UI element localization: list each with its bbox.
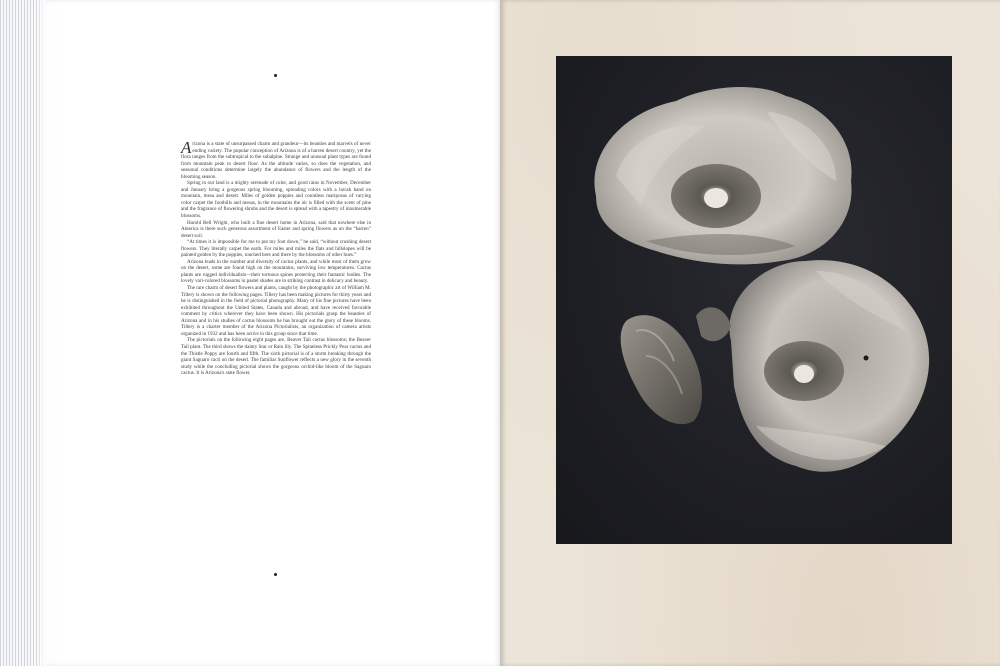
paragraph-5: Arizona leads in the number and diversity of cactus plants, and while most of them grow on the desert, some are found high on the mountains, surviving low temperatures. Cactus plants are rugged individualists—their tortuous spines protecting their fantastic bodies. The lovely vari-colored blossoms in pastel shades are in striking contrast in delicacy and beauty. [181, 258, 371, 285]
upper-blossom [594, 87, 851, 264]
paragraph-1 [181, 138, 371, 180]
page-edges [0, 0, 46, 666]
article-text [181, 138, 371, 377]
cactus-blossom-photograph [556, 56, 952, 544]
paragraph-1-text: rizona is a state of unsurpassed charm and grandeur—its beauties and marvels of never ending variety. The popular conception of Arizona is of a barren desert country, yet the flora ranges from the subtropical to the subalpine. Strange and unusual plant types are found from mountain peak to desert floor. As the altitude varies, so does the vegetation, and seasonal conditions determine largely the abundance of flowers and the length of the blooming season. [181, 141, 371, 180]
lower-blossom [729, 260, 929, 472]
ornament-dot-top [274, 74, 277, 77]
paragraph-4: “At times it is impossible for me to put my foot down,” he said, “without crushing desert flowers. They literally carpet the earth. For miles and miles the flats and hillslopes will be painted golden by the poppies, touched here and there by the blossoms of other hues.” [181, 239, 371, 259]
paragraph-7: The pictorials on the following eight pages are, Beaver Tail cactus blossoms; the Beaver Tail plant. The third shows the dainty Star or Rain lily. The Spineless Prickly Pear cactus and the Thistle Poppy are fourth and fifth. The sixth pictorial is of a storm breaking through the giant Saguaro cacti on the desert. The familiar Sunflower reflects a new glory in the seventh study while the concluding pictorial shows the gorgeous orchid-like bloom of the Saguaro cactus. It is Arizona's state flower. [181, 337, 371, 377]
paragraph-2: Spring in our land is a mighty serenade of color, and good rains in November, December and January bring a gorgeous spring blooming, spreading colors with a lavish hand on mountain, mesa and desert. Miles of golden poppies and countless mariposas of varying color carpet the foothills and mesas, in the mountains the air is filled with the scent of pine and the fragrance of flowering shrubs and the desert is spread with a tapestry of innumerable blossoms. [181, 180, 371, 220]
drop-cap: A [181, 138, 192, 157]
cactus-bud [621, 307, 731, 424]
paragraph-3: Harold Bell Wright, who built a fine desert home in Arizona, said that nowhere else in America is there such generous assortment of Easter and spring flowers as on the “barren” desert soil. [181, 219, 371, 239]
blossom-illustration [556, 56, 952, 544]
right-page [500, 0, 1000, 666]
ornament-dot-bottom [274, 573, 277, 576]
paragraph-6: The rare charm of desert flowers and plants, caught by the photographic art of William M. Tillery is shown on the following pages. Tillery has been making pictures for thirty years and he is distinguished in the field of pictorial photography. Many of his fine pictures have been exhibited throughout the United States, Canada and abroad, and have received favorable comment by critics wherever they have been shown. His pictorials grasp the beauties of Arizona and in his studies of cactus blossoms he has brought out the glory of these blooms. Tillery is a charter member of the Arizona Pictorialists, an organization of camera artists organized in 1932 and has been active in this group since that time. [181, 285, 371, 337]
